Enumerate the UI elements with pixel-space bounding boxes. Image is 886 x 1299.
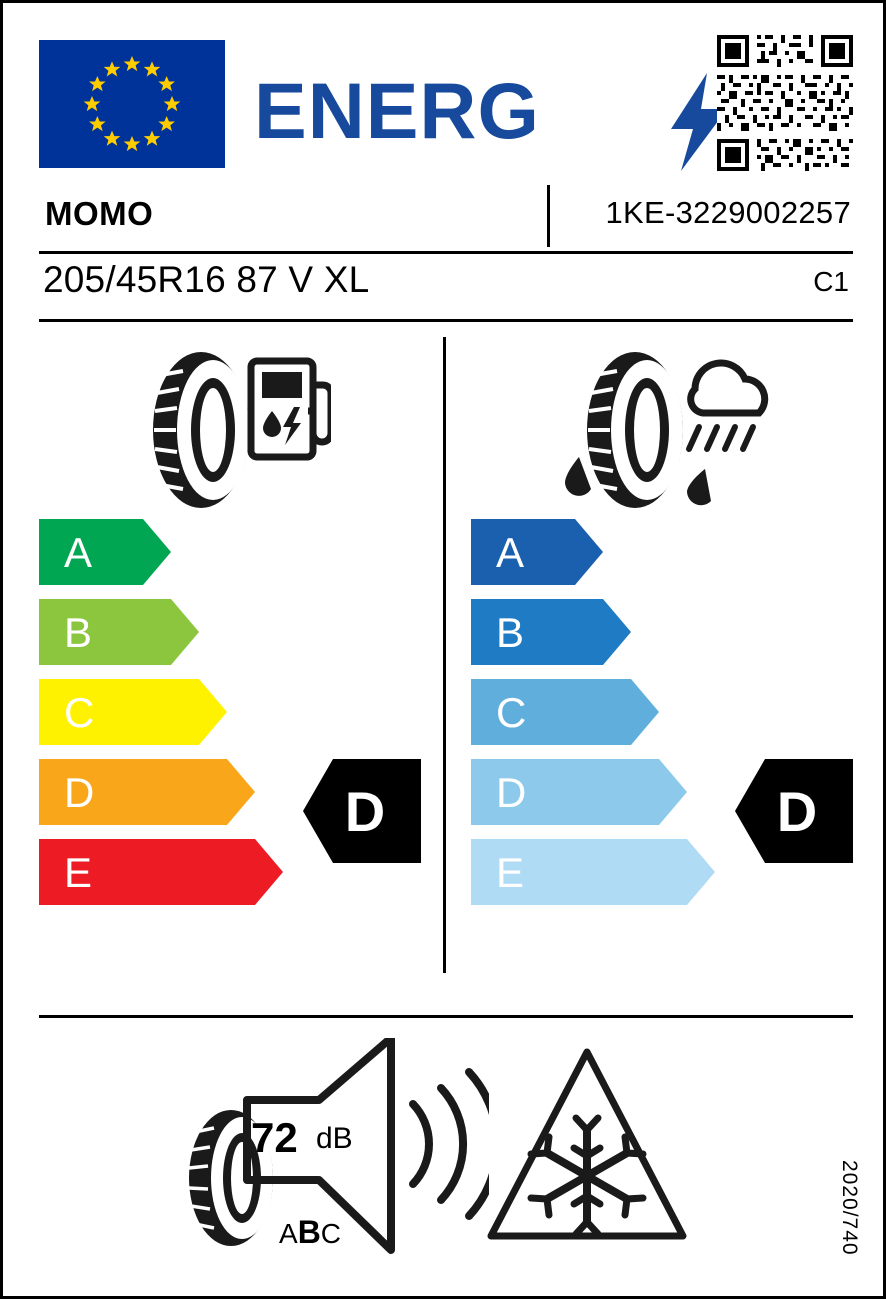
- noise-class-a: A: [279, 1218, 298, 1249]
- label-header: [39, 35, 853, 170]
- svg-text:D: D: [64, 769, 95, 816]
- wet-class-A: [471, 519, 603, 585]
- brand-row: [39, 189, 853, 254]
- tyre-type-identifier: 1KE-3229002257: [605, 195, 851, 230]
- tyre-fuel-pump-icon: [131, 345, 331, 520]
- brand-name: MOMO: [45, 195, 154, 232]
- fuel-class-E: [39, 839, 283, 905]
- svg-text:C: C: [64, 689, 95, 736]
- wet-rating-badge: [735, 759, 853, 863]
- noise-class-c: C: [320, 1218, 342, 1249]
- wet-rating-letter: D: [776, 780, 818, 843]
- tyre-rain-cloud-icon: [547, 345, 777, 520]
- fuel-class-C: [39, 679, 227, 745]
- fuel-class-B: [39, 599, 199, 665]
- fuel-class-A: [39, 519, 171, 585]
- wet-class-B: [471, 599, 631, 665]
- svg-text:A: A: [496, 529, 525, 576]
- noise-and-snow-row: [39, 1015, 853, 1268]
- noise-class-b: B: [297, 1214, 321, 1250]
- noise-class-scale: [279, 1214, 341, 1251]
- eu-flag-icon: [39, 40, 225, 168]
- size-row: [39, 257, 853, 322]
- svg-text:B: B: [64, 609, 93, 656]
- eu-flag-stars: [39, 40, 225, 168]
- svg-text:E: E: [64, 849, 93, 896]
- svg-text:E: E: [496, 849, 525, 896]
- qr-code-icon: [717, 35, 853, 171]
- tyre-class: C1: [813, 266, 849, 297]
- svg-text:D: D: [496, 769, 527, 816]
- page-title: ENERG: [254, 66, 540, 155]
- brand-separator: [547, 185, 550, 247]
- fuel-rating-badge: [303, 759, 421, 863]
- noise-unit: dB: [316, 1122, 353, 1155]
- wet-class-E: [471, 839, 715, 905]
- wet-class-C: [471, 679, 659, 745]
- column-divider: [443, 337, 446, 973]
- tyre-size-designation: 205/45R16 87 V XL: [43, 259, 370, 300]
- snowflake-mountain-icon: [487, 1046, 687, 1247]
- svg-text:B: B: [496, 609, 525, 656]
- regulation-reference: 2020/740: [838, 1160, 861, 1256]
- fuel-rating-letter: D: [344, 780, 386, 843]
- noise-value: 72: [251, 1114, 298, 1161]
- wet-class-D: [471, 759, 687, 825]
- fuel-class-A-letter: A: [64, 529, 93, 576]
- fuel-class-D: [39, 759, 255, 825]
- svg-text:C: C: [496, 689, 527, 736]
- grade-area: [39, 323, 853, 985]
